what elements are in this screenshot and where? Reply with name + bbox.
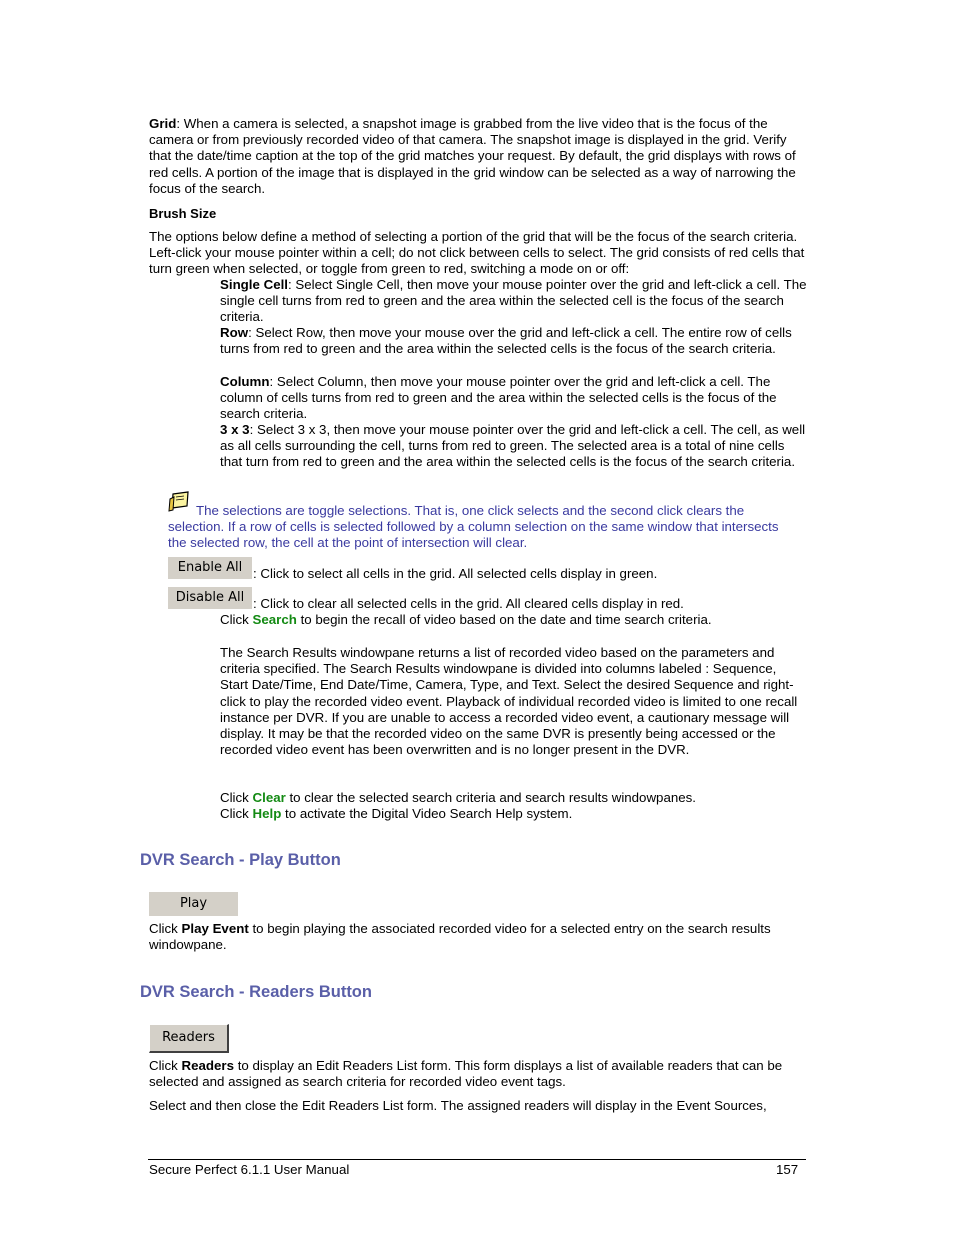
clear-line: Click Clear to clear the selected search criteria and search results windowpanes. [220,790,696,805]
page-number: 157 [776,1162,799,1177]
search-results-paragraph: The Search Results windowpane returns a list of recorded video based on the parameters and criteria specified. The Search Results windowpane is divided into columns labeled : Sequence, Start Date/Time, End Date/Time, Camera, Type, and Text. Select the desired Sequence and right-click to play the recorded video event. Playback of individual recorded video is limited to one recall instance per DVR. If you are unable to access a recorded video event, a cautionary message will display. It may be that the recorded video on the same DVR is presently being accessed or the recorded video event has been overwritten and is no longer present in the DVR. [220,645,798,758]
footer-rule [148,1159,806,1160]
help-keyword: Help [252,806,282,821]
brush-item-single-cell: Single Cell: Select Single Cell, then move your mouse pointer over the grid and left-click a cell. The single cell turns from red to green and the area within the selected cell is the focus of the search criteria. [220,277,807,325]
brush-intro: The options below define a method of selecting a portion of the grid that will be the focus of the search criteria. Left-click your mouse pointer within a cell; do not click between cells to select. The grid consists of red cells that turn green when selected, or toggle from green to red, switching a mode on or off: [149,229,805,277]
footer-title: Secure Perfect 6.1.1 User Manual [149,1162,350,1177]
brush-item-3x3: 3 x 3: Select 3 x 3, then move your mouse pointer over the grid and left-click a cell. The cell, as well as all cells surrounding the cell, turns from red to green. The selected area is a total of nine cells that turn from red to green and the area within the selected cells is the focus of the search criteria. [220,422,806,470]
readers-paragraph-2: Select and then close the Edit Readers List form. The assigned readers will display in the Event Sources, [149,1098,767,1113]
brush-size-heading: Brush Size [149,206,217,221]
brush-item-row: Row: Select Row, then move your mouse over the grid and left-click a cell. The entire row of cells turns from red to green and the area within the selected cells is the focus of the search criteria. [220,325,792,357]
search-line: Click Search to begin the recall of video based on the date and time search criteria. [220,612,712,627]
readers-paragraph: Click Readers to display an Edit Readers List form. This form displays a list of available readers that can be selected and assigned as search criteria for recorded video event tags. [149,1058,783,1090]
search-keyword: Search [252,612,297,627]
disable-all-desc: : Click to clear all selected cells in the grid. All cleared cells display in red. [253,596,684,611]
enable-all-button[interactable]: Enable All [168,557,252,579]
clear-keyword: Clear [252,790,286,805]
grid-paragraph [149,116,807,197]
help-line: Click Help to activate the Digital Video Search Help system. [220,806,573,821]
grid-text: : When a camera is selected, a snapshot image is grabbed from the live video that is the focus of the camera or from previously recorded video of that camera. The snapshot image is displayed in the grid. Verify that the date/time caption at the top of the grid matches your request. By default, the grid displays with rows of red cells. A portion of the image that is displayed in the grid window can be selected as a way of narrowing the focus of the search. [149,116,796,196]
readers-button[interactable]: Readers [149,1024,229,1053]
brush-item-column: Column: Select Column, then move your mouse pointer over the grid and left-click a cell. The column of cells turns from red to green and the area within the selected cells is the focus of the search criteria. [220,374,777,422]
play-button[interactable]: Play [149,892,238,916]
note-text: The selections are toggle selections. That is, one click selects and the second click clears the selection. If a row of cells is selected followed by a column selection on the same window that intersects the selected row, the cell at the point of intersection will clear. [168,503,779,551]
readers-section-heading: DVR Search - Readers Button [140,983,372,1001]
play-section-heading: DVR Search - Play Button [140,851,341,869]
grid-term: Grid [149,116,177,131]
enable-all-desc: : Click to select all cells in the grid. All selected cells display in green. [253,566,658,581]
play-paragraph: Click Play Event to begin playing the associated recorded video for a selected entry on the search results windowpane. [149,921,771,953]
disable-all-button[interactable]: Disable All [168,587,252,609]
